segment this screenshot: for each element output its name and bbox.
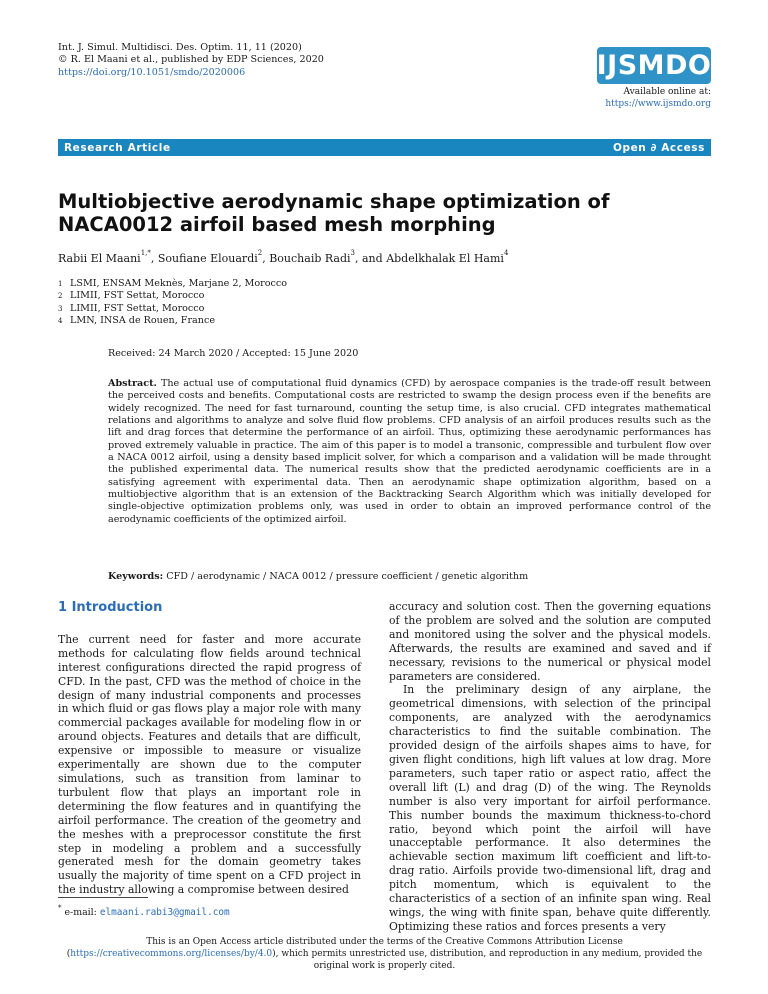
- affiliation-number: 2: [58, 292, 63, 301]
- license-pre: This is an Open Access article distributed under the terms of the Creative Commons Attribution License (: [66, 937, 623, 959]
- page-title: Multiobjective aerodynamic shape optimization of NACA0012 airfoil based mesh morphing: [58, 190, 610, 236]
- keywords: [108, 571, 528, 582]
- affiliation-list: [58, 278, 287, 328]
- affiliation-number: 3: [58, 304, 63, 313]
- author-sep: ,: [262, 252, 270, 265]
- keywords-label: Keywords:: [108, 571, 164, 582]
- license-link[interactable]: https://creativecommons.org/licenses/by/4.0: [70, 949, 273, 959]
- author-sup: 4: [503, 249, 509, 257]
- license-notice: [58, 936, 711, 972]
- affiliation: [58, 315, 287, 327]
- author-sup: 2: [257, 249, 263, 257]
- affiliation: [58, 278, 287, 290]
- author: Rabii El Maani: [58, 252, 141, 265]
- author: Bouchaib Radi: [269, 252, 351, 265]
- footnote-label: e-mail:: [64, 907, 97, 918]
- research-article-label: Research Article: [64, 141, 171, 154]
- left-column: [58, 601, 361, 897]
- available-label: Available online at:: [623, 87, 711, 97]
- affiliation-text: LSMI, ENSAM Meknès, Marjane 2, Morocco: [70, 278, 288, 289]
- abstract: [108, 378, 711, 526]
- affiliation-number: 4: [58, 317, 63, 326]
- paragraph: In the preliminary design of any airplane, the geometrical dimensions, with selection of the principal components, are analyzed with the aerodynamics characteristics to find the suitable combination. The provided design of the airfoils shapes aims to have, for given flight conditions, high lift values at low drag. More parameters, such taper ratio or aspect ratio, affect the overall lift (L) and drag (D) of the wing. The Reynolds number is also very important for airfoil performance. This number bounds the maximum thickness-to-chord ratio, beyond which point the airfoil will have unacceptable performance. It also determines the achievable section maximum lift coefficient and lift-to-drag ratio. Airfoils provide two-dimensional lift, drag and pitch momentum, which is equivalent to the characteristics of a section of an infinite span wing. Real wings, the wing with finite span, behave quite differently. Optimizing these ratios and forces presents a very: [389, 683, 711, 933]
- abstract-text: The actual use of computational fluid dynamics (CFD) by aerospace companies is the trade-off result between the perceived costs and benefits. Computational costs are restricted to swamp the design process even if the benefits are widely recognized. The need for fast turnaround, counting the setup time, is also crucial. CFD integrates mathematical relations and algorithms to analyze and solve fluid flow problems. CFD analysis of an airfoil produces results such as the lift and drag forces that determine the performance of an airfoil. Thus, optimizing these aerodynamic performances has proved extremely valuable in practice. The aim of this paper is to model a transonic, compressible and turbulent flow over a NACA 0012 airfoil, using a density based implicit solver, for which a comparison and a validation will be made throught the published experimental data. The numerical results show that the predicted aerodynamic coefficients are in a satisfying agreement with experimental data. Then an aerodynamic shape optimization algorithm, based on a multiobjective algorithm that is an extension of the Backtracking Search Algorithm which was initially developed for single-objective optimization problems only, was used in order to obtain an improved performance control of the aerodynamic coefficients of the optimized airfoil.: [108, 378, 711, 525]
- received-accepted-dates: Received: 24 March 2020 / Accepted: 15 June 2020: [108, 348, 359, 359]
- license-post: ), which permits unrestricted use, distribution, and reproduction in any medium, provided the original work is properly cited.: [272, 949, 703, 971]
- affiliation-text: LIMII, FST Settat, Morocco: [70, 290, 205, 302]
- right-column: [389, 600, 711, 934]
- doi-link[interactable]: https://doi.org/10.1051/smdo/2020006: [58, 66, 246, 78]
- email-link[interactable]: elmaani.rabi3@gmail.com: [99, 907, 230, 918]
- author: Soufiane Elouardi: [157, 252, 258, 265]
- journal-logo: IJSMDO: [597, 47, 711, 84]
- abstract-label: Abstract.: [108, 378, 157, 389]
- section-heading: 1 Introduction: [58, 600, 163, 615]
- footnote-rule: [58, 897, 148, 898]
- affiliation: [58, 290, 287, 302]
- available-online: [605, 87, 711, 110]
- journal-header: [58, 42, 324, 79]
- affiliation: [58, 303, 287, 315]
- journal-url-link[interactable]: https://www.ijsmdo.org: [605, 98, 711, 109]
- author-sup: 1,*: [140, 249, 151, 257]
- paragraph: accuracy and solution cost. Then the governing equations of the problem are solved and the solution are computed and monitored using the solver and the physical models. Afterwards, the results are examined and saved and if necessary, revisions to the numerical or physical model parameters are considered.: [389, 600, 711, 683]
- author-sep: ,: [150, 252, 158, 265]
- affiliation-text: LIMII, FST Settat, Morocco: [70, 302, 205, 314]
- author: Abdelkhalak El Hami: [386, 252, 504, 265]
- keywords-text: CFD / aerodynamic / NACA 0012 / pressure coefficient / genetic algorithm: [166, 571, 529, 582]
- article-type-banner: [58, 139, 711, 156]
- copyright: © R. El Maani et al., published by EDP Sciences, 2020: [58, 54, 324, 66]
- author-sup: 3: [350, 249, 355, 257]
- open-access-label: Open ∂ Access: [612, 141, 705, 154]
- footnote: [58, 904, 230, 918]
- footnote-mark: *: [58, 904, 62, 912]
- affiliation-number: 1: [58, 280, 63, 288]
- author-sep: , and: [355, 252, 387, 265]
- affiliation-text: LMN, INSA de Rouen, France: [70, 315, 216, 327]
- paragraph: The current need for faster and more accurate methods for calculating flow fields around technical interest configurations directed the rapid progress of CFD. In the past, CFD was the method of choice in the design of many industrial components and processes in which fluid or gas flows play a major role with many commercial packages available for modeling flow in or around objects. Features and details that are difficult, expensive or impossible to measure or visualize experimentally are shown due to the computer simulations, such as transition from laminar to turbulent flow that plays an important role in determining the flow features and in quantifying the airfoil performance. The creation of the geometry and the meshes with a preprocessor constitute the first step in modeling a problem and a successfully generated mesh for the domain geometry takes usually the majority of time spent on a CFD project in the industry allowing a compromise between desired: [58, 632, 361, 897]
- citation: Int. J. Simul. Multidisci. Des. Optim. 11, 11 (2020): [58, 42, 302, 53]
- author-list: [58, 249, 509, 265]
